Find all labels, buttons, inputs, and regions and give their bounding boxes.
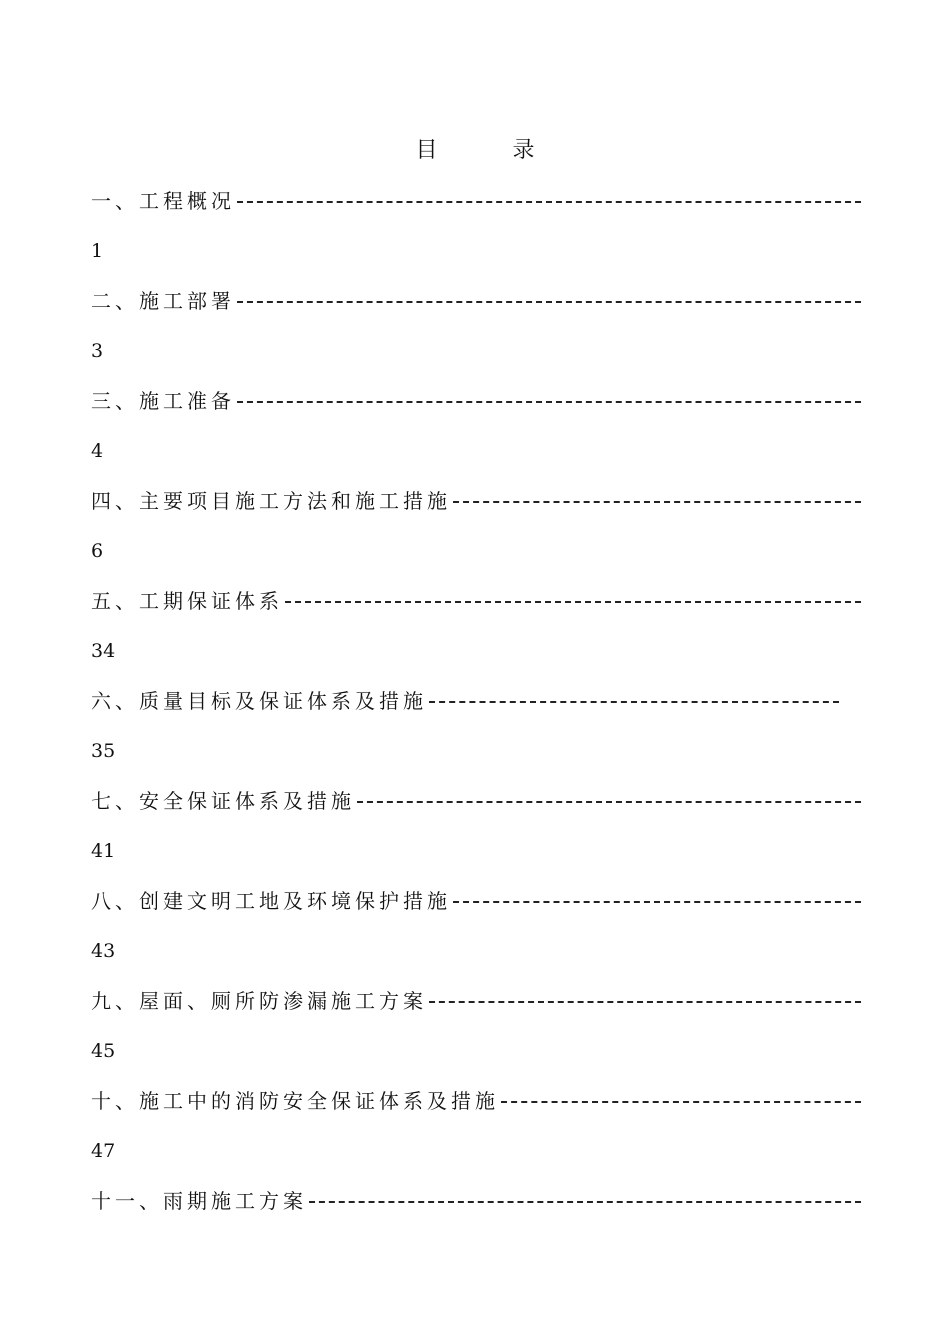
dot-leader — [429, 1001, 861, 1003]
toc-entry-page-number: 6 — [91, 540, 104, 562]
toc-entry-9[interactable] — [91, 985, 861, 1085]
toc-entry-3[interactable] — [91, 385, 861, 485]
toc-entry-line — [91, 285, 861, 317]
toc-title: 目 录 — [415, 138, 569, 163]
toc-entry-line — [91, 585, 861, 617]
toc-entry-label: 十、施工中的消防安全保证体系及措施 — [91, 1089, 499, 1113]
dot-leader — [237, 201, 861, 203]
toc-entry-line — [91, 985, 861, 1017]
toc-entry-line — [91, 1085, 861, 1117]
toc-entry-label: 六、质量目标及保证体系及措施 — [91, 689, 427, 713]
toc-entry-6[interactable] — [91, 685, 861, 785]
toc-entry-page-number: 34 — [91, 640, 116, 662]
toc-entry-page-number: 3 — [91, 340, 104, 362]
toc-entry-label: 一、工程概况 — [91, 189, 235, 213]
toc-entry-page-number: 1 — [91, 240, 104, 262]
toc-entry-line — [91, 1185, 861, 1217]
toc-entry-line — [91, 885, 861, 917]
toc-entry-page-number — [91, 1235, 861, 1267]
toc-entry-4[interactable] — [91, 485, 861, 585]
toc-entry-11[interactable] — [91, 1185, 861, 1285]
toc-entry-page-number: 35 — [91, 740, 116, 762]
toc-entry-label: 九、屋面、厕所防渗漏施工方案 — [91, 989, 427, 1013]
dot-leader — [237, 401, 861, 403]
dot-leader — [501, 1101, 861, 1103]
toc-entry-label: 七、安全保证体系及措施 — [91, 789, 355, 813]
toc-entry-page-number: 41 — [91, 840, 116, 862]
dot-leader — [237, 301, 861, 303]
dot-leader — [309, 1201, 861, 1203]
toc-entry-label: 八、创建文明工地及环境保护措施 — [91, 889, 451, 913]
toc-entry-label: 十一、雨期施工方案 — [91, 1189, 307, 1213]
toc-entry-line — [91, 685, 861, 717]
dot-leader — [357, 801, 861, 803]
toc-entry-label: 五、工期保证体系 — [91, 589, 283, 613]
dot-leader — [453, 501, 861, 503]
toc-entry-line — [91, 185, 861, 217]
toc-entry-10[interactable] — [91, 1085, 861, 1185]
toc-list — [91, 185, 861, 1285]
toc-entry-page-number: 4 — [91, 440, 104, 462]
toc-entry-label: 三、施工准备 — [91, 389, 235, 413]
toc-entry-label: 四、主要项目施工方法和施工措施 — [91, 489, 451, 513]
toc-entry-2[interactable] — [91, 285, 861, 385]
toc-entry-label: 二、施工部署 — [91, 289, 235, 313]
toc-entry-line — [91, 385, 861, 417]
toc-entry-7[interactable] — [91, 785, 861, 885]
toc-entry-8[interactable] — [91, 885, 861, 985]
toc-entry-line — [91, 785, 861, 817]
toc-entry-page-number: 47 — [91, 1140, 116, 1162]
dot-leader — [285, 601, 861, 603]
toc-entry-1[interactable] — [91, 185, 861, 285]
dot-leader — [453, 901, 861, 903]
toc-entry-page-number: 45 — [91, 1040, 116, 1062]
dot-leader — [429, 701, 839, 703]
toc-entry-5[interactable] — [91, 585, 861, 685]
toc-entry-page-number: 43 — [91, 940, 116, 962]
toc-entry-line — [91, 485, 861, 517]
